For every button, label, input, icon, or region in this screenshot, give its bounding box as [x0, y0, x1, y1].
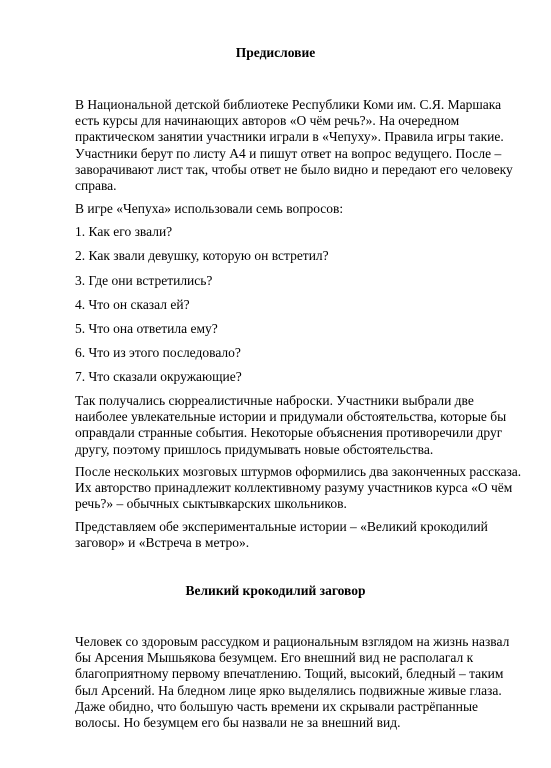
after-paragraph	[75, 464, 522, 513]
text-line: благоприятному первому впечатлению. Тощий, высокий, бледный – таким	[75, 666, 504, 682]
text-line: есть курсы для начинающих авторов «О чём речь?». На очередном	[75, 113, 460, 129]
text-line: Их авторство принадлежит коллективному разуму участников курса «О чём	[75, 480, 513, 496]
question-item: 5. Что она ответила ему?	[75, 321, 218, 336]
text-line: заворачивают лист так, чтобы ответ не было видно и передают его человеку	[75, 161, 513, 177]
present-paragraph	[75, 519, 495, 551]
text-line: был Арсений. На бледном лице ярко выделялись подвижные живые глаза.	[75, 682, 502, 698]
questions-intro: В игре «Чепуха» использовали семь вопросов:	[75, 201, 344, 216]
text-line: другу, поэтому пришлось придумывать новые обстоятельства.	[75, 441, 434, 457]
text-line: Человек со здоровым рассудком и рациональным взглядом на жизнь назвал	[75, 634, 510, 649]
question-item: 2. Как звали девушку, которую он встретил?	[75, 248, 329, 263]
text-line: Участники берут по листу А4 и пишут ответ на вопрос ведущего. После –	[75, 145, 502, 161]
question-item: 1. Как его звали?	[75, 224, 173, 239]
text-line: Представляем обе экспериментальные истории – «Великий крокодилий	[75, 519, 488, 534]
question-item: 6. Что из этого последовало?	[75, 345, 241, 360]
text-line: Так получались сюрреалистичные наброски. Участники выбрали две	[75, 393, 474, 408]
intro-paragraph	[75, 97, 513, 194]
text-line: оправдали странные события. Некоторые объяснения противоречили друг	[75, 425, 503, 441]
story-heading: Великий крокодилий заговор	[185, 583, 366, 598]
text-line: практическом занятии участники играли в «Чепуху». Правила игры такие.	[75, 129, 504, 145]
story-paragraph	[75, 634, 510, 731]
question-item: 3. Где они встретились?	[75, 273, 213, 288]
text-line: речь?» – обычных сыктывкарских школьников.	[75, 496, 347, 512]
text-line: справа.	[75, 178, 117, 194]
question-item: 4. Что он сказал ей?	[75, 297, 190, 312]
text-line: В Национальной детской библиотеке Республики Коми им. С.Я. Маршака	[75, 97, 502, 112]
text-line: волосы. Но безумцем его бы назвали не за внешний вид.	[75, 715, 401, 731]
text-line: Даже обидно, что большую часть времени их скрывали растрёпанные	[75, 698, 479, 714]
result-paragraph	[75, 393, 507, 458]
text-line: После нескольких мозговых штурмов оформились два законченных рассказа.	[75, 464, 522, 479]
text-line: заговор» и «Встреча в метро».	[75, 535, 250, 551]
question-item: 7. Что сказали окружающие?	[75, 369, 242, 384]
preface-heading: Предисловие	[235, 45, 316, 60]
text-line: наиболее увлекательные истории и придумали обстоятельства, которые бы	[75, 409, 507, 425]
text-line: бы Арсения Мышьякова безумцем. Его внешний вид не располагал к	[75, 650, 474, 666]
